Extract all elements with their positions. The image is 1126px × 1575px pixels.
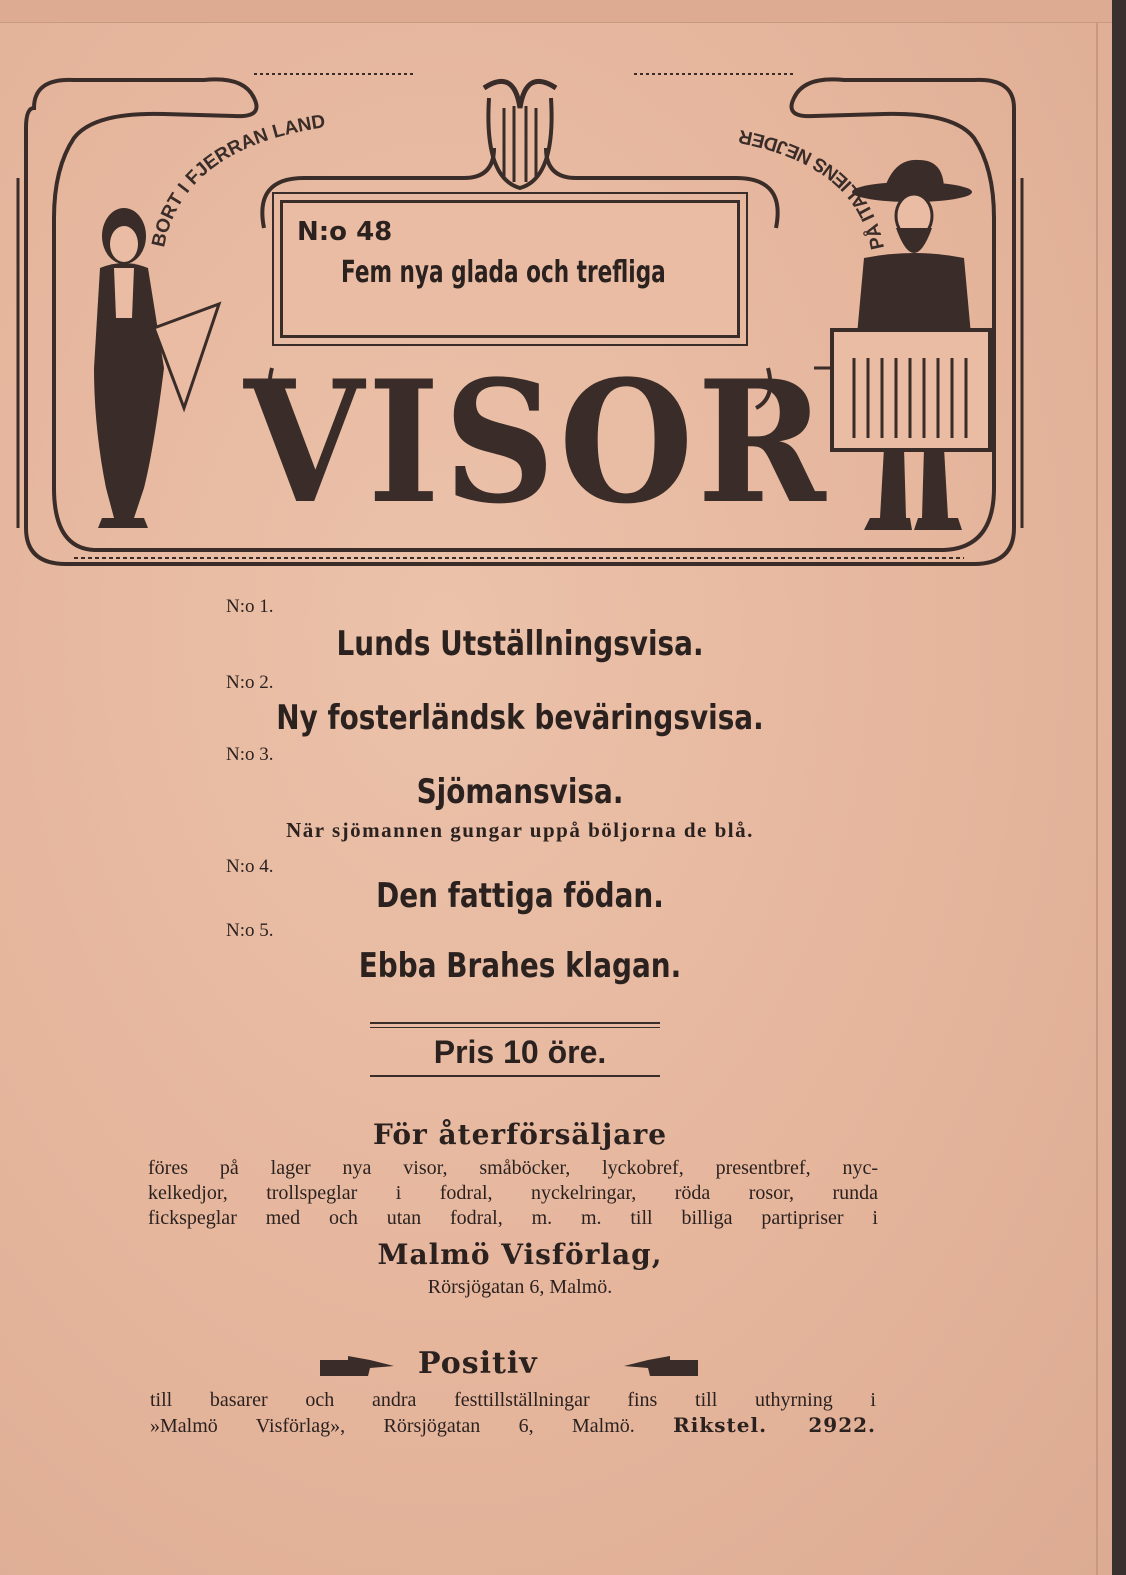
positiv-heading-row — [300, 1346, 720, 1386]
resellers-line: kelkedjor, trollspeglar i fodral, nyckelringar, röda rosor, runda — [148, 1182, 878, 1204]
divider — [370, 1022, 660, 1024]
phone-number: Rikstel. 2922. — [673, 1413, 877, 1437]
arc-text-left: BORT I FJERRAN LAND — [148, 111, 327, 250]
publisher-name: Malmö Visförlag, — [377, 1238, 663, 1271]
top-paper-strip — [0, 0, 1112, 23]
resellers-line: föres på lager nya visor, småböcker, lyckobref, presentbref, nyc- — [148, 1157, 878, 1179]
divider — [370, 1027, 660, 1028]
issue-number: N:o 48 — [297, 217, 393, 247]
header-banner — [14, 68, 1026, 568]
pointing-hand-icon — [622, 1354, 700, 1380]
song-subtitle: När sjömannen gungar uppå böljorna de blå. — [286, 818, 754, 842]
resellers-line: fickspeglar med och utan fodral, m. m. till billiga partipriser i — [148, 1207, 878, 1229]
main-title: VISOR — [244, 343, 830, 541]
pointing-hand-icon — [318, 1354, 396, 1380]
title-label-box — [280, 200, 740, 338]
positiv-text — [150, 1388, 876, 1439]
positiv-line: till basarer och andra festtillställningar fins till uthyrning i — [150, 1389, 876, 1411]
song-number: N:o 4. — [226, 856, 274, 877]
song-number: N:o 2. — [226, 672, 274, 693]
song-title: Sjömansvisa. — [416, 772, 624, 812]
arc-text-right: PÅ ITALIENS NEJDER — [736, 125, 889, 252]
positiv-heading: Positiv — [418, 1346, 538, 1381]
song-number: N:o 5. — [226, 920, 274, 941]
song-title: Lunds Utställningsvisa. — [336, 624, 704, 664]
song-title: Den fattiga födan. — [376, 876, 664, 916]
divider — [370, 1075, 660, 1077]
publisher-address: Rörsjögatan 6, Malmö. — [427, 1276, 613, 1298]
positiv-address: »Malmö Visförlag», Rörsjögatan 6, Malmö. — [150, 1415, 635, 1437]
song-number: N:o 3. — [226, 744, 274, 765]
song-title: Ny fosterländsk beväringsvisa. — [276, 698, 764, 738]
positiv-line — [150, 1413, 876, 1439]
subtitle: Fem nya glada och trefliga — [341, 255, 666, 290]
song-title: Ebba Brahes klagan. — [358, 946, 682, 986]
fold-line — [1096, 22, 1098, 1575]
background-edge — [1112, 0, 1126, 1575]
resellers-heading: För återförsäljare — [372, 1118, 668, 1151]
song-number: N:o 1. — [226, 596, 274, 617]
price: Pris 10 öre. — [433, 1034, 607, 1070]
resellers-text — [148, 1156, 878, 1231]
